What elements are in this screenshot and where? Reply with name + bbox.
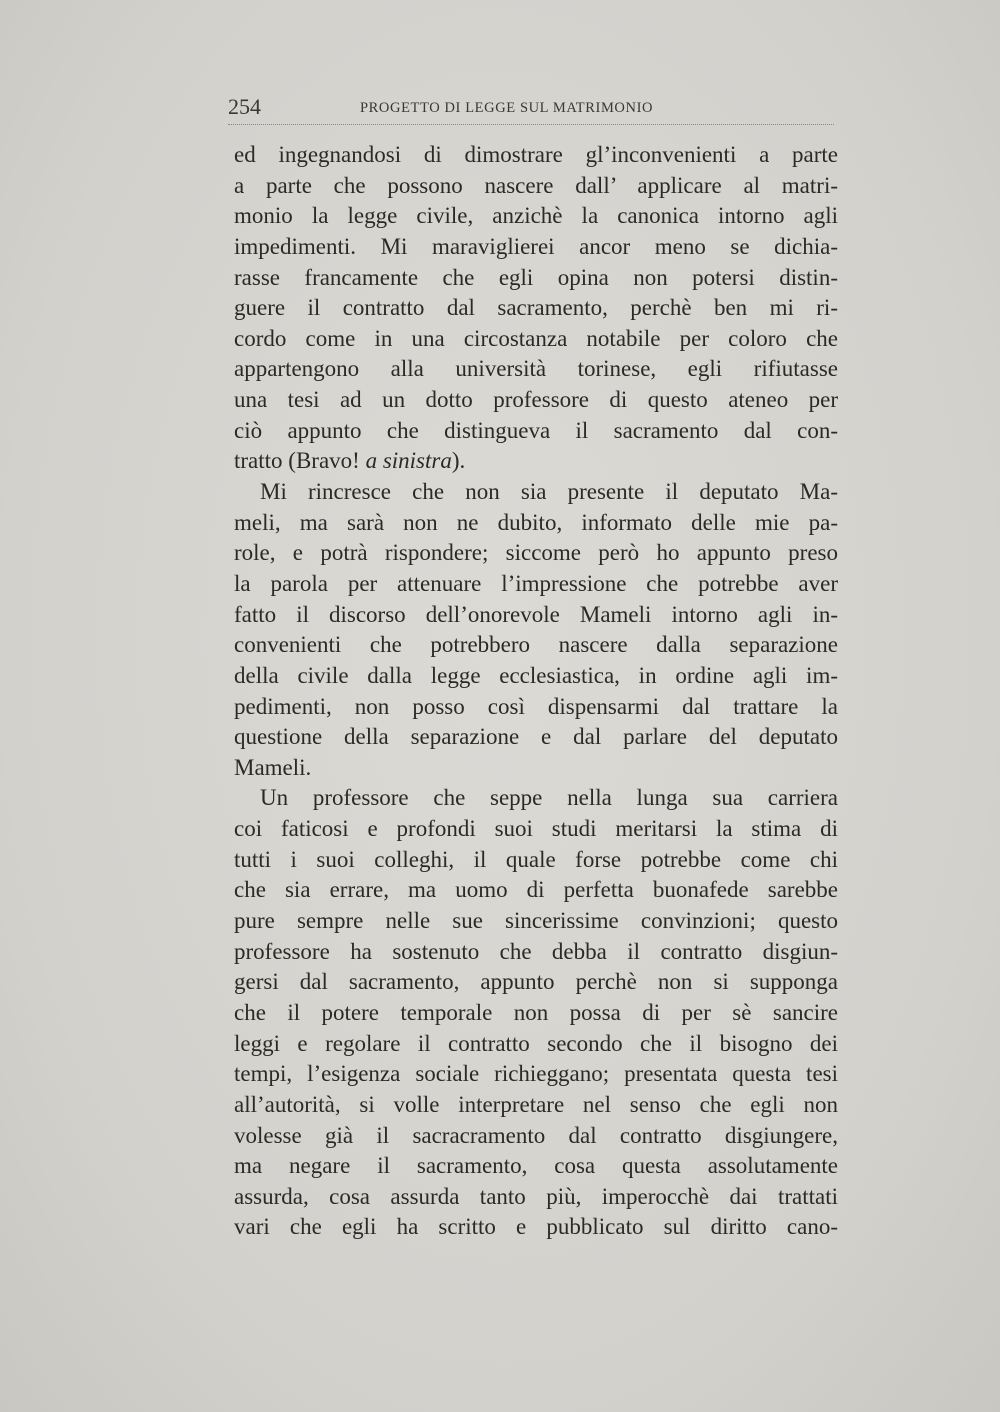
text-line: a parte che possono nascere dall’ applicare al matri- xyxy=(234,172,838,198)
text-line: questione della separazione e dal parlare del deputato xyxy=(234,724,838,750)
page-number: 254 xyxy=(228,94,261,119)
paragraph xyxy=(234,477,838,783)
text-line: Mameli. xyxy=(234,754,312,780)
text-line: tutti i suoi colleghi, il quale forse potrebbe come chi xyxy=(234,846,838,872)
text-span: ). xyxy=(451,448,466,474)
text-line: ma negare il sacramento, cosa questa assolutamente xyxy=(234,1153,838,1179)
text-line: monio la legge civile, anzichè la canonica intorno agli xyxy=(234,203,838,229)
text-line: professore ha sostenuto che debba il contratto disgiun- xyxy=(234,938,838,964)
text-line: Mi rincresce che non sia presente il deputato Ma- xyxy=(260,479,838,505)
text-line: che il potere temporale non possa di per sè sancire xyxy=(234,999,838,1025)
italic-stage-direction: a sinistra xyxy=(365,448,452,474)
text-line: role, e potrà rispondere; siccome però ho appunto preso xyxy=(234,540,838,566)
text-line: pure sempre nelle sue sincerissime convinzioni; questo xyxy=(234,908,838,934)
paragraph xyxy=(234,783,838,1243)
text-line: Un professore che seppe nella lunga sua carriera xyxy=(260,785,838,811)
text-line: impedimenti. Mi maraviglierei ancor meno se dichia- xyxy=(234,233,838,259)
text-line: che sia errare, ma uomo di perfetta buonafede sarebbe xyxy=(234,877,838,903)
text-line: convenienti che potrebbero nascere dalla separazione xyxy=(234,632,838,658)
text-line: ciò appunto che distingueva il sacramento dal con- xyxy=(234,417,838,443)
text-line: coi faticosi e profondi suoi studi meritarsi la stima di xyxy=(234,816,838,842)
paragraph xyxy=(234,140,838,477)
text-line: una tesi ad un dotto professore di questo ateneo per xyxy=(234,387,838,413)
text-line: appartengono alla università torinese, egli rifiutasse xyxy=(234,356,838,382)
text-line: tempi, l’esigenza sociale richieggano; presentata questa tesi xyxy=(234,1061,838,1087)
text-line: leggi e regolare il contratto secondo che il bisogno dei xyxy=(234,1030,838,1056)
text-line: all’autorità, si volle interpretare nel senso che egli non xyxy=(234,1091,838,1117)
text-line: assurda, cosa assurda tanto più, imperocchè dai trattati xyxy=(234,1183,838,1209)
text-line: fatto il discorso dell’onorevole Mameli intorno agli in- xyxy=(234,601,838,627)
text-line: pedimenti, non posso così dispensarmi dal trattare la xyxy=(234,693,838,719)
text-line: ed ingegnandosi di dimostrare gl’inconvenienti a parte xyxy=(234,142,838,167)
body-text xyxy=(234,140,838,1243)
text-line: cordo come in una circostanza notabile per coloro che xyxy=(234,325,838,351)
page-header xyxy=(228,94,834,126)
text-line: meli, ma sarà non ne dubito, informato delle mie pa- xyxy=(234,509,838,535)
text-line: guere il contratto dal sacramento, perchè ben mi ri- xyxy=(234,295,838,321)
text-line: la parola per attenuare l’impressione che potrebbe aver xyxy=(234,570,838,596)
text-line: della civile dalla legge ecclesiastica, in ordine agli im- xyxy=(234,662,838,688)
text-line: gersi dal sacramento, appunto perchè non si supponga xyxy=(234,969,838,995)
running-title: PROGETTO DI LEGGE SUL MATRIMONIO xyxy=(360,100,654,116)
text-line: volesse già il sacracramento dal contratto disgiungere, xyxy=(234,1122,838,1148)
text-line: rasse francamente che egli opina non potersi distin- xyxy=(234,264,838,290)
text-span: tratto (Bravo! xyxy=(234,448,366,474)
text-line: vari che egli ha scritto e pubblicato sul diritto cano- xyxy=(234,1214,838,1240)
header-rule xyxy=(228,124,834,125)
text-line xyxy=(234,446,838,477)
